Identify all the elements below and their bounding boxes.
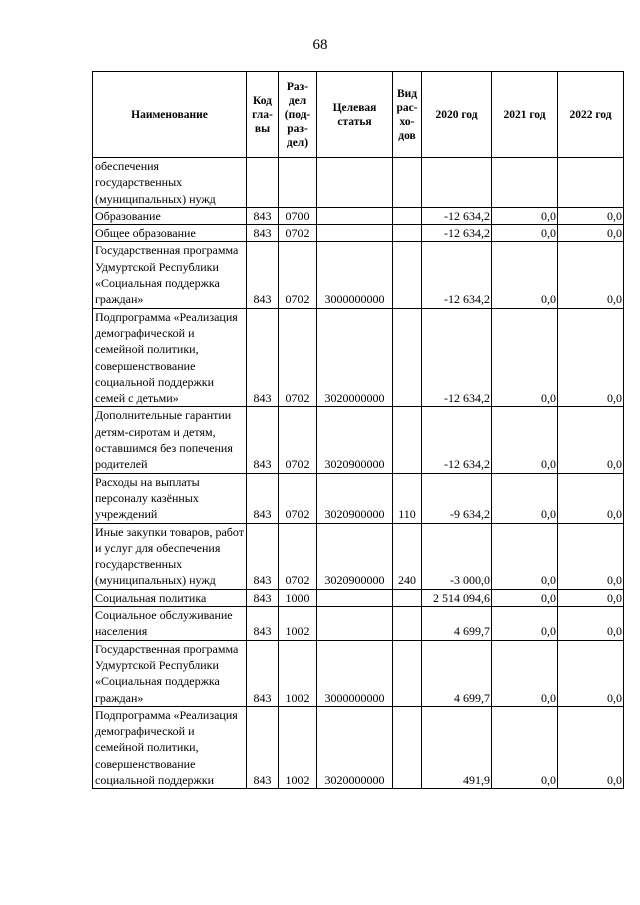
table-row (93, 158, 624, 208)
cell-code: 843 (247, 242, 279, 308)
cell-section: 1002 (279, 607, 317, 641)
cell-2022: 0,0 (558, 473, 624, 523)
cell-target: 3000000000 (317, 242, 393, 308)
cell-code: 843 (247, 589, 279, 606)
cell-2020: 2 514 094,6 (422, 589, 492, 606)
table-row (93, 225, 624, 242)
cell-name: Расходы на выплаты персоналу казённых учреждений (93, 473, 247, 523)
cell-name: Общее образование (93, 225, 247, 242)
table-row (93, 607, 624, 641)
cell-2022: 0,0 (558, 640, 624, 706)
cell-name: Социальная политика (93, 589, 247, 606)
cell-section: 0702 (279, 242, 317, 308)
cell-name: Подпрограмма «Реализация демографической и семейной политики, совершенствование социальной поддержки семей с детьми» (93, 308, 247, 407)
cell-name: Государственная программа Удмуртской Республики «Социальная поддержка граждан» (93, 640, 247, 706)
col-header-2022: 2022 год (558, 72, 624, 158)
col-header-target: Целевая статья (317, 72, 393, 158)
cell-2020: -12 634,2 (422, 225, 492, 242)
cell-code: 843 (247, 607, 279, 641)
cell-2020: -12 634,2 (422, 242, 492, 308)
cell-target: 3020000000 (317, 308, 393, 407)
table-row (93, 640, 624, 706)
cell-vid (393, 407, 422, 473)
cell-section: 0702 (279, 523, 317, 589)
cell-2020: 4 699,7 (422, 607, 492, 641)
cell-2021: 0,0 (492, 523, 558, 589)
table-row (93, 473, 624, 523)
col-header-2021: 2021 год (492, 72, 558, 158)
cell-2022: 0,0 (558, 225, 624, 242)
cell-2022: 0,0 (558, 207, 624, 224)
col-header-name: Наименование (93, 72, 247, 158)
cell-target (317, 607, 393, 641)
cell-section: 0702 (279, 225, 317, 242)
cell-2021: 0,0 (492, 706, 558, 788)
cell-vid (393, 207, 422, 224)
cell-2021: 0,0 (492, 407, 558, 473)
cell-2022: 0,0 (558, 242, 624, 308)
cell-2021 (492, 158, 558, 208)
cell-target (317, 589, 393, 606)
cell-section: 1002 (279, 706, 317, 788)
col-header-code: Код гла- вы (247, 72, 279, 158)
table-row (93, 589, 624, 606)
cell-2021: 0,0 (492, 225, 558, 242)
table-row (93, 242, 624, 308)
table-row (93, 308, 624, 407)
cell-target: 3020900000 (317, 523, 393, 589)
cell-vid: 240 (393, 523, 422, 589)
table-header-row (93, 72, 624, 158)
cell-vid (393, 589, 422, 606)
cell-2021: 0,0 (492, 607, 558, 641)
cell-2020 (422, 158, 492, 208)
cell-target: 3020000000 (317, 706, 393, 788)
page-number: 68 (312, 37, 328, 53)
cell-vid (393, 640, 422, 706)
cell-code: 843 (247, 308, 279, 407)
cell-name: Иные закупки товаров, работ и услуг для обеспечения государственных (муниципальных) нужд (93, 523, 247, 589)
cell-code (247, 158, 279, 208)
cell-target (317, 225, 393, 242)
cell-name: Подпрограмма «Реализация демографической и семейной политики, совершенствование социальной поддержки (93, 706, 247, 788)
cell-2020: -3 000,0 (422, 523, 492, 589)
col-header-2020: 2020 год (422, 72, 492, 158)
cell-2022: 0,0 (558, 706, 624, 788)
cell-code: 843 (247, 640, 279, 706)
table-row (93, 523, 624, 589)
cell-section (279, 158, 317, 208)
cell-code: 843 (247, 473, 279, 523)
cell-2021: 0,0 (492, 207, 558, 224)
cell-2022: 0,0 (558, 589, 624, 606)
cell-2021: 0,0 (492, 473, 558, 523)
col-header-section: Раз- дел (под- раз- дел) (279, 72, 317, 158)
cell-section: 0702 (279, 407, 317, 473)
cell-section: 1002 (279, 640, 317, 706)
cell-target: 3020900000 (317, 407, 393, 473)
col-header-vid: Вид рас- хо- дов (393, 72, 422, 158)
budget-table (92, 71, 624, 789)
cell-code: 843 (247, 706, 279, 788)
cell-target (317, 207, 393, 224)
cell-vid (393, 225, 422, 242)
table-row (93, 407, 624, 473)
cell-target: 3000000000 (317, 640, 393, 706)
cell-target: 3020900000 (317, 473, 393, 523)
cell-2021: 0,0 (492, 640, 558, 706)
cell-name: Социальное обслуживание населения (93, 607, 247, 641)
cell-vid: 110 (393, 473, 422, 523)
cell-2021: 0,0 (492, 308, 558, 407)
cell-section: 0700 (279, 207, 317, 224)
cell-code: 843 (247, 225, 279, 242)
cell-2022 (558, 158, 624, 208)
cell-vid (393, 308, 422, 407)
cell-2020: -9 634,2 (422, 473, 492, 523)
cell-2022: 0,0 (558, 407, 624, 473)
cell-name: Государственная программа Удмуртской Республики «Социальная поддержка граждан» (93, 242, 247, 308)
cell-section: 1000 (279, 589, 317, 606)
cell-2020: -12 634,2 (422, 308, 492, 407)
cell-2020: -12 634,2 (422, 207, 492, 224)
cell-2020: -12 634,2 (422, 407, 492, 473)
cell-2022: 0,0 (558, 308, 624, 407)
cell-name: Образование (93, 207, 247, 224)
cell-section: 0702 (279, 308, 317, 407)
cell-section: 0702 (279, 473, 317, 523)
table-row (93, 207, 624, 224)
cell-target (317, 158, 393, 208)
table-row (93, 706, 624, 788)
cell-vid (393, 706, 422, 788)
cell-2021: 0,0 (492, 242, 558, 308)
cell-vid (393, 607, 422, 641)
cell-vid (393, 242, 422, 308)
cell-2021: 0,0 (492, 589, 558, 606)
cell-name: Дополнительные гарантии детям-сиротам и детям, оставшимся без попечения родителей (93, 407, 247, 473)
cell-code: 843 (247, 407, 279, 473)
cell-2020: 491,9 (422, 706, 492, 788)
cell-vid (393, 158, 422, 208)
cell-name: обеспечения государственных (муниципальных) нужд (93, 158, 247, 208)
cell-code: 843 (247, 523, 279, 589)
cell-2020: 4 699,7 (422, 640, 492, 706)
cell-code: 843 (247, 207, 279, 224)
cell-2022: 0,0 (558, 607, 624, 641)
cell-2022: 0,0 (558, 523, 624, 589)
